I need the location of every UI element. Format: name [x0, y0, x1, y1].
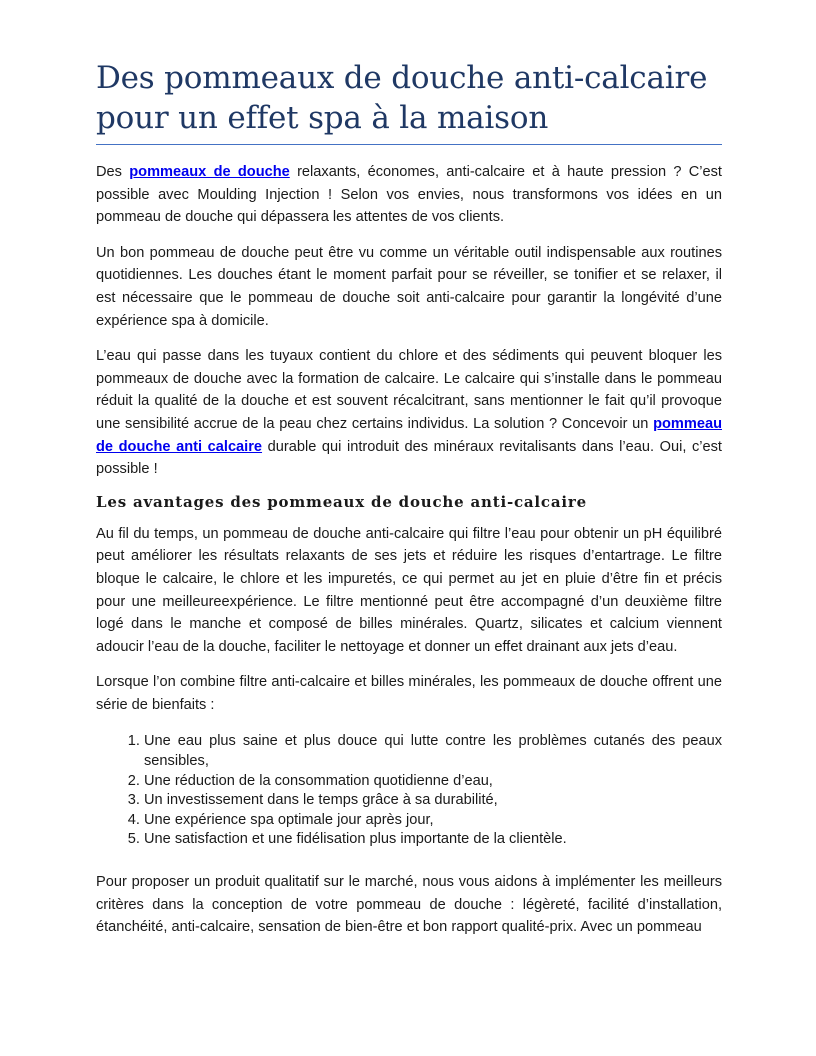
document-page [96, 58, 722, 939]
link-pommeau-anti-calcaire[interactable]: pommeau de douche anti calcaire [96, 415, 722, 455]
paragraph-3-text-end: durable qui introduit des minéraux revitalisants dans l’eau. Oui, c’est possible ! [96, 438, 722, 478]
list-item: 5. Une satisfaction et une fidélisation plus importante de la clientèle. [144, 830, 722, 850]
list-item: 3. Un investissement dans le temps grâce à sa durabilité, [144, 791, 722, 811]
paragraph-6: Pour proposer un produit qualitatif sur le marché, nous vous aidons à implémenter les meilleurs critères dans la conception de votre pommeau de douche : légèreté, facilité d’installation, étanchéité, anti-calcaire, sensation de bien-être et bon rapport qualité-prix. Avec un pommeau [96, 874, 722, 936]
intro-paragraph [96, 161, 722, 229]
benefits-list [96, 732, 722, 850]
paragraph-4: Au fil du temps, un pommeau de douche anti-calcaire qui filtre l’eau pour obtenir un pH équilibré peut améliorer les résultats relaxants de ses jets et réduire les risques d’entartrage. Le filtre bloque le calcaire, le chlore et les impuretés, ce qui permet au jet en pluie d’être fin et précis pour une meilleureexpérience. Le filtre mentionné peut être accompagné d’un deuxième filtre logé dans le manche et composé de billes minérales. Quartz, silicates et calcium viennent adoucir l’eau de la douche, faciliter le nettoyage et donner un effet drainant aux jets d’eau. [96, 525, 722, 655]
list-item: 1. Une eau plus saine et plus douce qui lutte contre les problèmes cutanés des peaux sensibles, [144, 732, 722, 771]
section-heading: Les avantages des pommeaux de douche anti-calcaire [96, 492, 587, 511]
paragraph-3 [96, 345, 722, 481]
paragraph-3-text-start: L’eau qui passe dans les tuyaux contient du chlore et des sédiments qui peuvent bloquer les pommeaux de douche avec la formation de calcaire. Le calcaire qui s’installe dans le pommeau réduit la qualité de la douche et est souvent récalcitrant, sans mentionner le fait qu’il provoque une sensibilité accrue de la peau chez certains individus. La solution ? Concevoir un [96, 348, 722, 432]
link-pommeaux-de-douche[interactable]: pommeaux de douche [129, 164, 290, 180]
list-item: 2. Une réduction de la consommation quotidienne d’eau, [144, 772, 722, 792]
intro-text-start: Des [96, 164, 130, 180]
page-title: Des pommeaux de douche anti-calcaire pour un effet spa à la maison [96, 58, 722, 145]
paragraph-5: Lorsque l’on combine filtre anti-calcaire et billes minérales, les pommeaux de douche offrent une série de bienfaits : [96, 674, 722, 713]
paragraph-2: Un bon pommeau de douche peut être vu comme un véritable outil indispensable aux routines quotidiennes. Les douches étant le moment parfait pour se réveiller, se tonifier et se relaxer, il est nécessaire que le pommeau de douche soit anti-calcaire pour garantir la longévité d’une expérience spa à domicile. [96, 244, 722, 329]
list-item: 4. Une expérience spa optimale jour après jour, [144, 811, 722, 831]
intro-text-end: relaxants, économes, anti-calcaire et à haute pression ? C’est possible avec Moulding Injection ! Selon vos envies, nous transformons vos idées en un pommeau de douche qui dépassera les attentes de vos clients. [96, 164, 722, 226]
